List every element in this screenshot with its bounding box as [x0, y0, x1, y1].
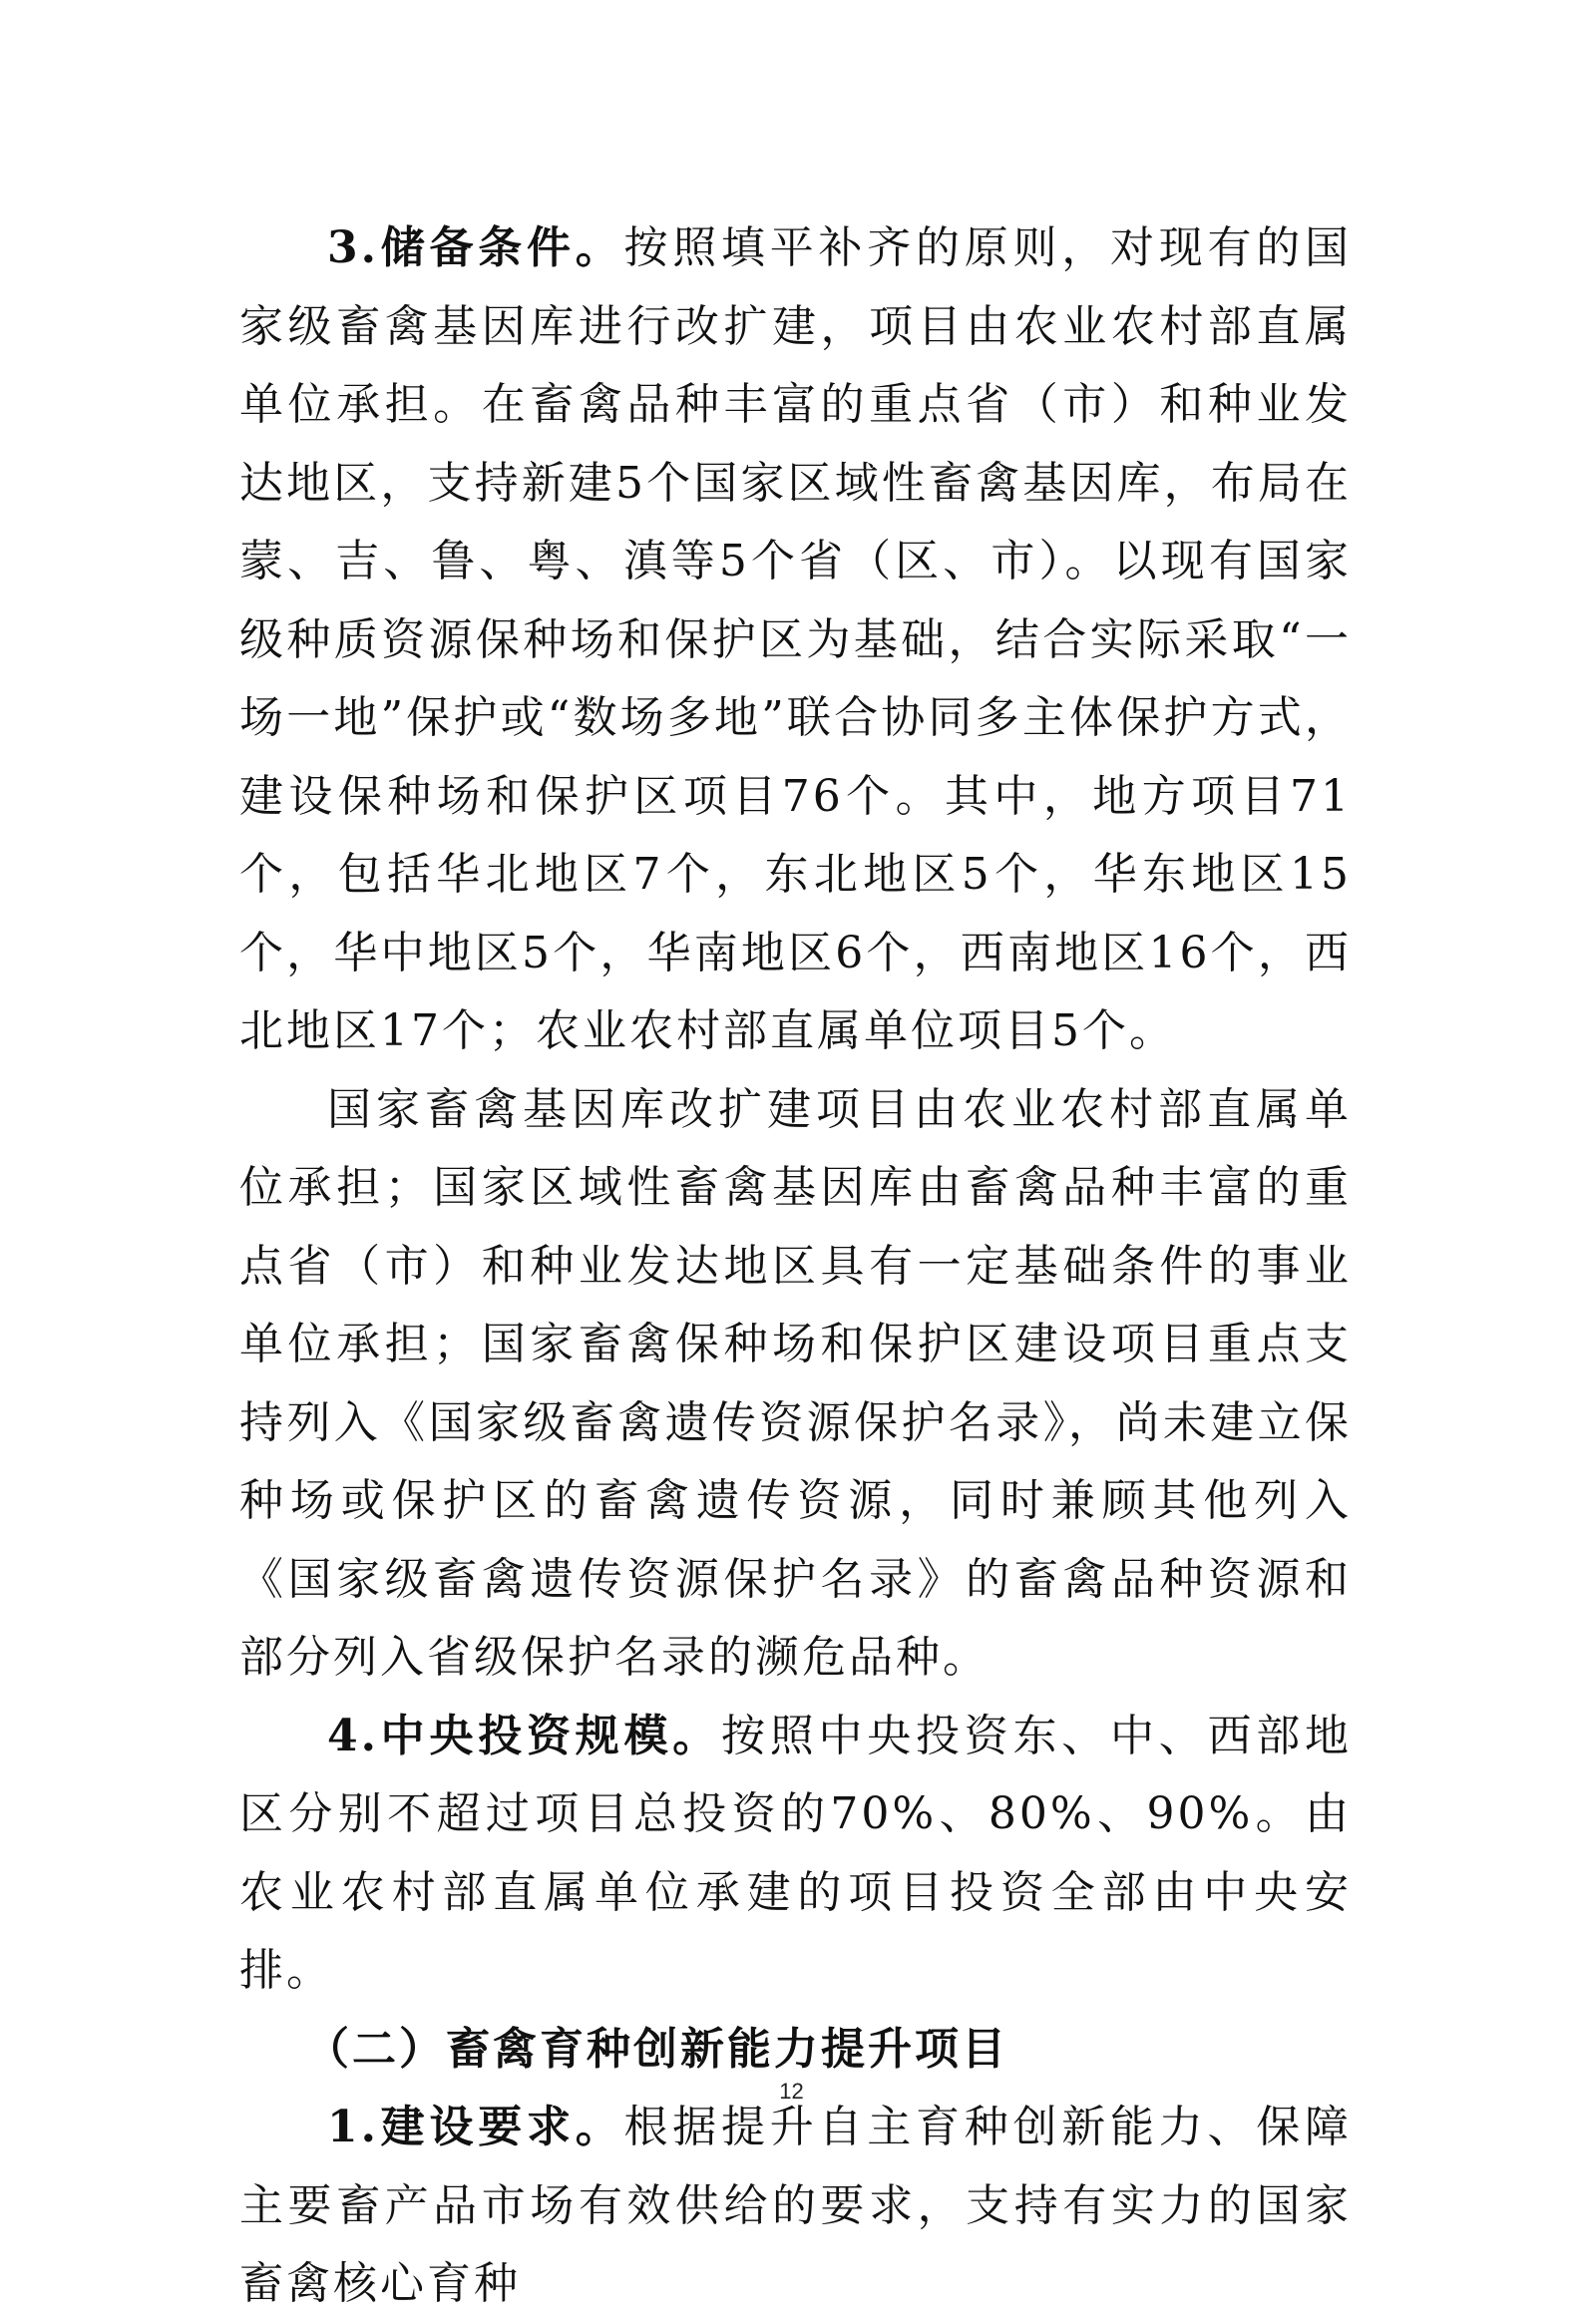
paragraph-text: 根据提升自主育种创新能力、保障主要畜产品市场有效供给的要求，支持有实力的国家畜禽核心育种 [239, 2102, 1352, 2309]
paragraph-text: 按照中央投资东、中、西部地区分别不超过项目总投资的70%、80%、90%。由农业农村部直属单位承建的项目投资全部由中央安排。 [239, 1710, 1353, 1996]
paragraph-text: 国家畜禽基因库改扩建项目由农业农村部直属单位承担；国家区域性畜禽基因库由畜禽品种丰富的重点省（市）和种业发达地区具有一定基础条件的事业单位承担；国家畜禽保种场和保护区建设项目重点支持列入《国家级畜禽遗传资源保护名录》，尚未建立保种场或保护区的畜禽遗传资源，同时兼顾其他列入《国家级畜禽遗传资源保护名录》的畜禽品种资源和部分列入省级保护名录的濒危品种。 [239, 1083, 1352, 1683]
paragraph-gene-bank-undertaking [239, 1071, 1352, 1698]
paragraph-reserve-conditions [239, 209, 1352, 1071]
paragraph-text: 按照填平补齐的原则，对现有的国家级畜禽基因库进行改扩建，项目由农业农村部直属单位承担。在畜禽品种丰富的重点省（市）和种业发达地区，支持新建5个国家区域性畜禽基因库，布局在蒙、吉、鲁、粤、滇等5个省（区、市）。以现有国家级种质资源保种场和保护区为基础，结合实际采取“一场一地”保护或“数场多地”联合协同多主体保护方式，建设保种场和保护区项目76个。其中，地方项目71个，包括华北地区7个，东北地区5个，华东地区15个，华中地区5个，华南地区6个，西南地区16个，西北地区17个；农业农村部直属单位项目5个。 [239, 222, 1352, 1056]
paragraph-lead: 4.中央投资规模。 [327, 1710, 721, 1761]
page-number: 12 [779, 2079, 804, 2104]
section-heading: （二）畜禽育种创新能力提升项目 [305, 2023, 1008, 2075]
paragraph-lead: 3.储备条件。 [327, 222, 624, 273]
document-body [239, 209, 1352, 2324]
paragraph-construction-requirements [239, 2089, 1352, 2324]
paragraph-lead: 1.建设要求。 [327, 2102, 624, 2152]
paragraph-central-investment [239, 1698, 1352, 2011]
